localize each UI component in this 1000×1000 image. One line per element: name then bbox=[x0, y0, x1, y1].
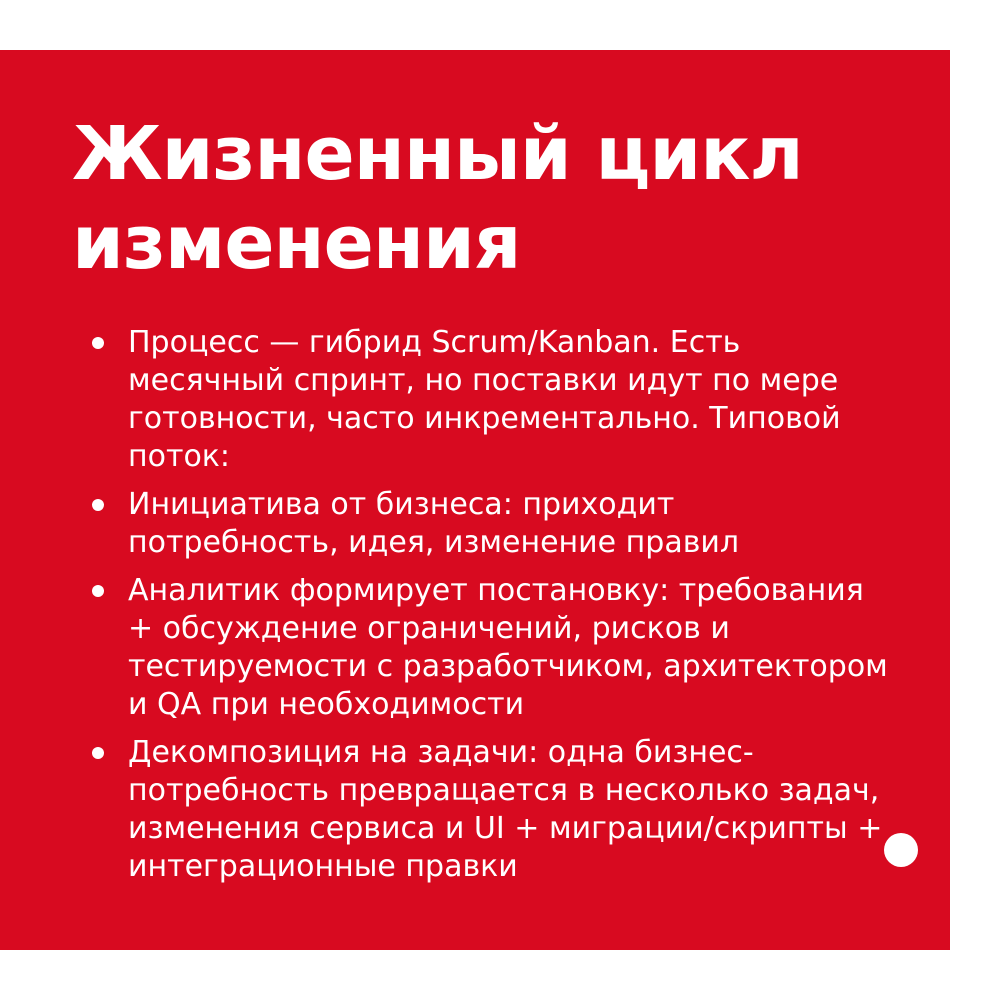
bullet-dot-icon bbox=[92, 337, 104, 349]
bullet-text: Аналитик формирует постановку: требования + обсуждение ограничений, рисков и тестируемости с разработчиком, архитектором и QA при необходимости bbox=[128, 573, 888, 722]
bullet-text: Декомпозиция на задачи: одна бизнес-потребность превращается в несколько задач, изменения сервиса и UI + миграции/скрипты + интеграционные правки bbox=[128, 735, 883, 884]
list-item bbox=[90, 734, 888, 886]
slide-card bbox=[0, 50, 950, 950]
bullet-dot-icon bbox=[92, 585, 104, 597]
slide-title bbox=[72, 110, 910, 288]
bullet-dot-icon bbox=[92, 499, 104, 511]
title-line-1: Жизненный цикл bbox=[72, 111, 803, 197]
bullet-text: Инициатива от бизнеса: приходит потребность, идея, изменение правил bbox=[128, 487, 740, 560]
bullet-text: Процесс — гибрид Scrum/Kanban. Есть месячный спринт, но поставки идут по мере готовности, часто инкрементально. Типовой поток: bbox=[128, 325, 841, 474]
list-item bbox=[90, 572, 888, 724]
list-item bbox=[90, 486, 888, 562]
bullet-dot-icon bbox=[92, 747, 104, 759]
corner-circle-icon bbox=[884, 833, 918, 867]
bullet-list bbox=[90, 324, 910, 886]
list-item bbox=[90, 324, 888, 476]
title-line-2: изменения bbox=[72, 200, 521, 286]
